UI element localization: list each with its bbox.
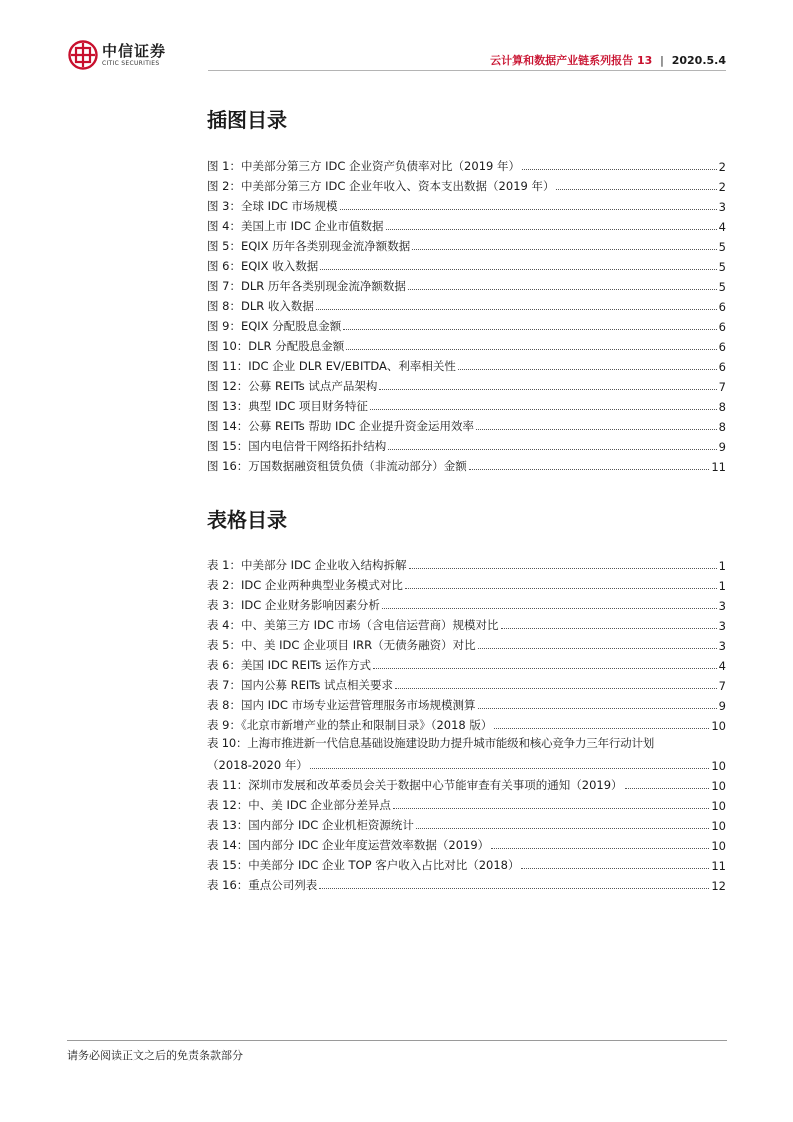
figure-entry-page: 9 — [718, 440, 726, 454]
dot-leader — [373, 667, 717, 669]
table-toc-entry[interactable] — [207, 653, 726, 673]
table-entry-label: 表 11：深圳市发展和改革委员会关于数据中心节能审查有关事项的通知（2019） — [207, 778, 623, 792]
table-entry-label: 表 13：国内部分 IDC 企业机柜资源统计 — [207, 818, 414, 832]
table-toc-entry[interactable] — [207, 613, 726, 633]
table-entry-page: 10 — [711, 819, 726, 833]
figure-toc-entry[interactable] — [207, 334, 726, 354]
figure-entry-page: 5 — [718, 240, 726, 254]
figure-toc-entry[interactable] — [207, 354, 726, 374]
table-entry-page: 3 — [718, 599, 726, 613]
figures-toc-list — [207, 154, 726, 474]
dot-leader — [478, 647, 717, 649]
figure-entry-label: 图 2：中美部分第三方 IDC 企业年收入、资本支出数据（2019 年） — [207, 179, 555, 193]
dot-leader — [521, 867, 709, 869]
table-entry-page: 1 — [718, 559, 726, 573]
table-toc-entry[interactable] — [207, 633, 726, 653]
figure-toc-entry[interactable] — [207, 234, 726, 254]
report-series-title: 云计算和数据产业链系列报告 — [490, 54, 634, 67]
figures-section-title: 插图目录 — [207, 108, 287, 132]
figure-toc-entry[interactable] — [207, 314, 726, 334]
dot-leader — [476, 428, 717, 430]
figure-entry-label: 图 13：典型 IDC 项目财务特征 — [207, 399, 368, 413]
tables-section-title: 表格目录 — [207, 508, 287, 532]
logo-chinese-name: 中信证券 — [102, 41, 167, 60]
figure-entry-page: 8 — [718, 420, 726, 434]
dot-leader — [494, 727, 709, 729]
figure-entry-page: 2 — [718, 160, 726, 174]
figure-toc-entry[interactable] — [207, 274, 726, 294]
table-toc-entry[interactable] — [207, 553, 726, 573]
dot-leader — [316, 308, 717, 310]
table-entry-page: 11 — [711, 859, 726, 873]
dot-leader — [343, 328, 716, 330]
figure-entry-label: 图 7：DLR 历年各类别现金流净额数据 — [207, 279, 406, 293]
table-entry-label: 表 8：国内 IDC 市场专业运营管理服务市场规模测算 — [207, 698, 476, 712]
figure-toc-entry[interactable] — [207, 154, 726, 174]
figure-entry-page: 11 — [711, 460, 726, 474]
figure-entry-label: 图 10：DLR 分配股息金额 — [207, 339, 345, 353]
table-entry-label: 表 4：中、美第三方 IDC 市场（含电信运营商）规模对比 — [207, 618, 499, 632]
figure-entry-label: 图 8：DLR 收入数据 — [207, 299, 314, 313]
dot-leader — [409, 567, 717, 569]
figure-entry-page: 7 — [718, 380, 726, 394]
table-toc-entry[interactable] — [207, 873, 726, 893]
figure-toc-entry[interactable] — [207, 434, 726, 454]
table-entry-page: 9 — [718, 699, 726, 713]
table-entry-label: 表 16：重点公司列表 — [207, 878, 318, 892]
figure-toc-entry[interactable] — [207, 194, 726, 214]
dot-leader — [382, 607, 717, 609]
dot-leader — [412, 248, 716, 250]
figure-toc-entry[interactable] — [207, 414, 726, 434]
figure-entry-label: 图 5：EQIX 历年各类别现金流净额数据 — [207, 239, 411, 253]
table-toc-entry[interactable] — [207, 593, 726, 613]
dot-leader — [388, 448, 716, 450]
figure-entry-label: 图 1：中美部分第三方 IDC 企业资产负债率对比（2019 年） — [207, 159, 520, 173]
figure-entry-label: 图 6：EQIX 收入数据 — [207, 259, 319, 273]
table-entry-label: 表 7：国内公募 REITs 试点相关要求 — [207, 678, 394, 692]
table-entry-page: 10 — [711, 719, 726, 733]
table-entry-page: 4 — [718, 659, 726, 673]
dot-leader — [340, 208, 717, 210]
dot-leader — [625, 787, 710, 789]
figure-entry-page: 6 — [718, 340, 726, 354]
dot-leader — [346, 348, 716, 350]
figure-entry-page: 6 — [718, 300, 726, 314]
dot-leader — [386, 228, 717, 230]
table-entry-page: 10 — [711, 799, 726, 813]
table-toc-entry[interactable] — [207, 693, 726, 713]
table-entry-page: 12 — [711, 879, 726, 893]
table-entry-label: 表 1：中美部分 IDC 企业收入结构拆解 — [207, 558, 407, 572]
figure-toc-entry[interactable] — [207, 374, 726, 394]
page-number: 13 — [637, 54, 653, 67]
dot-leader — [408, 288, 717, 290]
table-entry-page: 3 — [718, 619, 726, 633]
table-entry-label: 表 6：美国 IDC REITs 运作方式 — [207, 658, 371, 672]
figure-entry-page: 5 — [718, 260, 726, 274]
table-entry-label-continued: （2018-2020 年） — [207, 758, 308, 772]
dot-leader — [458, 368, 717, 370]
dot-leader — [310, 767, 710, 769]
header-divider — [208, 70, 726, 71]
figure-entry-label: 图 9：EQIX 分配股息金额 — [207, 319, 342, 333]
dot-leader — [416, 827, 709, 829]
figure-entry-page: 2 — [718, 180, 726, 194]
figure-toc-entry[interactable] — [207, 174, 726, 194]
report-date: 2020.5.4 — [671, 54, 726, 67]
dot-leader — [501, 627, 717, 629]
table-entry-page: 10 — [711, 839, 726, 853]
table-entry-page: 1 — [718, 579, 726, 593]
footer-divider — [67, 1040, 727, 1041]
dot-leader — [522, 168, 717, 170]
table-entry-page: 3 — [718, 639, 726, 653]
figure-entry-page: 8 — [718, 400, 726, 414]
dot-leader — [491, 847, 709, 849]
table-toc-entry[interactable] — [207, 833, 726, 853]
footer-disclaimer: 请务必阅读正文之后的免责条款部分 — [67, 1049, 243, 1062]
table-toc-entry[interactable] — [207, 793, 726, 813]
figure-entry-label: 图 4：美国上市 IDC 企业市值数据 — [207, 219, 384, 233]
figure-toc-entry[interactable] — [207, 214, 726, 234]
header-separator: | — [660, 54, 664, 67]
page-header — [0, 0, 793, 80]
figure-entry-page: 6 — [718, 320, 726, 334]
figure-entry-label: 图 14：公募 REITs 帮助 IDC 企业提升资金运用效率 — [207, 419, 474, 433]
tables-toc-list — [207, 553, 726, 893]
dot-leader — [379, 388, 716, 390]
table-entry-label: 表 15：中美部分 IDC 企业 TOP 客户收入占比对比（2018） — [207, 858, 520, 872]
figure-toc-entry[interactable] — [207, 454, 726, 474]
citic-logo — [68, 38, 188, 72]
figure-entry-label: 图 11：IDC 企业 DLR EV/EBITDA、利率相关性 — [207, 359, 456, 373]
table-entry-label: 表 9：《北京市新增产业的禁止和限制目录》（2018 版） — [207, 718, 493, 732]
figure-entry-page: 3 — [718, 200, 726, 214]
figure-entry-page: 6 — [718, 360, 726, 374]
table-toc-entry[interactable] — [207, 773, 726, 793]
table-toc-entry[interactable] — [207, 713, 726, 733]
dot-leader — [469, 468, 710, 470]
table-toc-entry[interactable] — [207, 813, 726, 833]
dot-leader — [319, 887, 709, 889]
table-toc-entry[interactable] — [207, 853, 726, 873]
citic-logo-icon — [68, 40, 98, 70]
table-entry-label: 表 10：上海市推进新一代信息基础设施建设助力提升城市能级和核心竞争力三年行动计划 — [207, 736, 655, 750]
dot-leader — [405, 587, 717, 589]
figure-toc-entry[interactable] — [207, 294, 726, 314]
table-toc-entry[interactable] — [207, 573, 726, 593]
figure-entry-page: 4 — [718, 220, 726, 234]
logo-english-name: CITIC SECURITIES — [102, 59, 160, 67]
figure-entry-page: 5 — [718, 280, 726, 294]
figure-toc-entry[interactable] — [207, 254, 726, 274]
table-entry-page: 10 — [711, 779, 726, 793]
dot-leader — [370, 408, 717, 410]
table-entry-page: 7 — [718, 679, 726, 693]
table-toc-entry[interactable] — [207, 733, 726, 773]
figure-toc-entry[interactable] — [207, 394, 726, 414]
report-header-title — [490, 52, 726, 68]
figure-entry-label: 图 12：公募 REITs 试点产品架构 — [207, 379, 378, 393]
table-entry-label: 表 12：中、美 IDC 企业部分差异点 — [207, 798, 391, 812]
dot-leader — [395, 687, 717, 689]
figure-entry-label: 图 15：国内电信骨干网络拓扑结构 — [207, 439, 387, 453]
figure-entry-label: 图 3：全球 IDC 市场规模 — [207, 199, 338, 213]
table-entry-label: 表 14：国内部分 IDC 企业年度运营效率数据（2019） — [207, 838, 490, 852]
dot-leader — [393, 807, 709, 809]
table-entry-page: 10 — [711, 759, 726, 773]
table-entry-label: 表 2：IDC 企业两种典型业务模式对比 — [207, 578, 403, 592]
dot-leader — [320, 268, 716, 270]
dot-leader — [478, 707, 717, 709]
table-toc-entry[interactable] — [207, 673, 726, 693]
table-entry-label: 表 3：IDC 企业财务影响因素分析 — [207, 598, 380, 612]
figure-entry-label: 图 16：万国数据融资租赁负债（非流动部分）金额 — [207, 459, 467, 473]
dot-leader — [556, 188, 716, 190]
table-entry-label: 表 5：中、美 IDC 企业项目 IRR（无债务融资）对比 — [207, 638, 476, 652]
